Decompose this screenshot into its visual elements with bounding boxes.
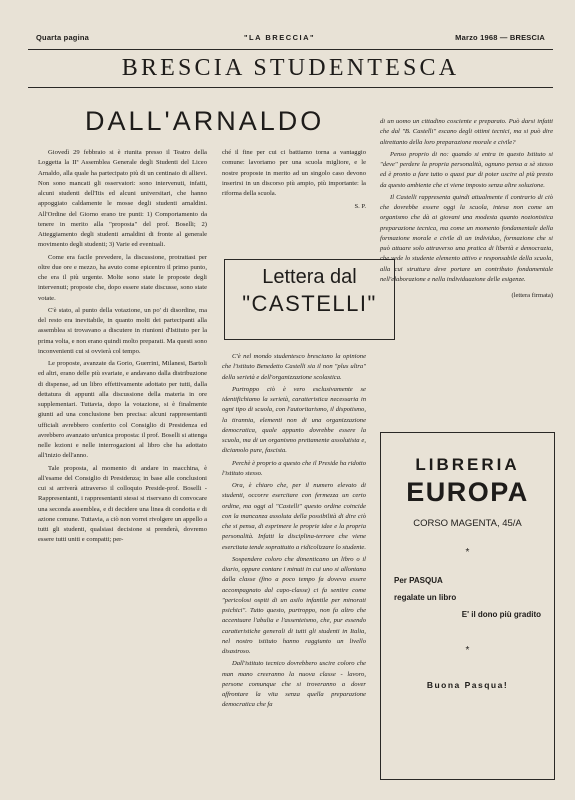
- arnaldo-paragraph: Le proposte, avanzate da Gorio, Guerrini, Milanesi, Bartoli ed altri, erano delle più svariate, e andavano dalla distribuzione di dispense, ad un libro effettivamente adottato per tutti, dalla dettatura di appunti alla discussione della materia in ore supplementari. Tuttavia, dopo la votazione, si è finalmente giunti ad una conclusione ben precisa: alcuni rappresentanti ufficiali avrebbero conferito col Consiglio di Presidenza ed avrebbero avanzato un'unica proposta: il prof. Boselli si attenga nelle lezioni e nelle interrogazioni al libro che ha adottato all'inizio dell'anno.: [38, 360, 207, 460]
- bookshop-advertisement: [380, 432, 555, 780]
- star-ornament-icon: *: [465, 547, 470, 558]
- page-label: Quarta pagina: [36, 33, 90, 42]
- letter-paragraph: di un uomo un cittadino cosciente e preparato. Può darsi infatti che dal "B. Castelli" escano degli ottimi tecnici, ma si può dire altrettanto della loro preparazione morale e civile?: [380, 118, 553, 146]
- star-ornament-icon: *: [465, 645, 470, 656]
- arnaldo-paragraph: C'è stato, al punto della votazione, un po' di disordine, ma del resto era inevitabile, in quanto molti dei partecipanti alla assemblea si trovavano a discutere in riunioni d'Istituto per la prima volta, e non erano quindi molto preparati. Ma questi sono inconvenienti cui si ovvierà col tempo.: [38, 306, 207, 355]
- masthead-rule-bottom: [28, 87, 553, 88]
- letter-paragraph: Purtroppo ciò è vero esclusivamente se identifichiamo la serietà, caratteristica necessaria in ogni tipo di scuola, con l'autoritarismo, il dispotismo, la tirannia, elementi non di una organizzazione democratica, quale appunto dovrebbe essere la scuola, ma di un organismo prettamente assolutista e, diciamolo pure, fascista.: [222, 385, 366, 455]
- ad-greeting: Buona Pasqua!: [426, 680, 509, 690]
- arnaldo-signature: S. P.: [354, 203, 366, 211]
- arnaldo-paragraph: Come era facile prevedere, la discussione, protrattasi per oltre due ore e mezzo, ha avuto come epicentro il primo punto, che era il più urgente. Molte sono state le proposte degli intervenuti; proposte che, dopo essere state discusse, sono state votate.: [38, 253, 207, 302]
- letter-column-3: [380, 117, 553, 301]
- letter-paragraph: Sospendere coloro che dimenticano un libro o il diario, oppure contare i minuti in cui uno si allontana dalla classe (fino a poco tempo fa doveva essere accompagnato dal capo-classe) ci fa sentire come "pericolosi ospiti di un asilo infantile per minorati psichici". Tutto questo, purtroppo, non fa altro che accentuare l'abulia e l'assenteismo, che, pur essendo caratteristiche generali di tutti gli studenti in Italia, nel nostro istituto hanno raggiunto un livello disastroso.: [222, 555, 366, 655]
- letter-paragraph: Dall'istituto tecnico dovrebbero uscire coloro che man mano creeranno la nuova classe - lavoro, persone comunque che si troveranno a dover affrontare la vita senza quella preparazione democratica che fa: [222, 660, 366, 709]
- ad-europa-text: EUROPA: [406, 477, 529, 507]
- ad-offer-line1: Per PASQUA: [394, 576, 443, 585]
- arnaldo-column-2: [222, 148, 366, 213]
- arnaldo-column-1: [38, 148, 207, 548]
- ad-address: CORSO MAGENTA, 45/A: [413, 518, 522, 529]
- letter-title-line1: Lettera dal: [262, 266, 357, 288]
- ad-offer-line3: E' il dono più gradito: [461, 610, 541, 619]
- arnaldo-paragraph: Tale proposta, al momento di andare in macchina, è all'esame del Consiglio di Presidenza; in base alle conclusioni cui si arriverà attraverso il colloquio Preside-prof. Boselli - Rappresentanti, i rappresentanti stessi si riservano di convocare una seconda assemblea, e di decidere una linea di condotta e di azione comune. Tuttavia, a ciò non vorrei rivolgere un appello a tutti gli studenti, qualsiasi decisione si prenderà, dovremo essere tutti uniti e compatti; per-: [38, 464, 207, 544]
- section-masthead: BRESCIA STUDENTESCA: [121, 55, 460, 81]
- publication-name: "LA BRECCIA": [244, 33, 316, 42]
- letter-paragraph: Ora, è chiaro che, per il numero elevato di studenti, occorre esercitare con fermezza un certo ordine, ma oggi al "Castelli" questo ordine coincide con la mancanza assoluta della possibilità di dire ciò che si pensa, di esprimere le proprie idee e la propria personalità. Infatti la disciplina-terrore che viene esercitata tende soprattutto a ridicolizzare lo studente.: [222, 482, 367, 551]
- ad-libreria-text: LIBRERIA: [415, 455, 520, 474]
- letter-title-line2: "CASTELLI": [242, 291, 377, 316]
- letter-headline-box: [224, 259, 395, 340]
- issue-date-place: Marzo 1968 — BRESCIA: [455, 33, 545, 42]
- masthead-rule-top: [28, 49, 553, 50]
- letter-paragraph: Perchè è proprio a questo che il Preside ha ridotto l'istituto stesso.: [222, 459, 366, 477]
- ad-offer-line2: regalate un libro: [394, 593, 457, 602]
- letter-signature: (lettera firmata): [511, 292, 553, 299]
- letter-column-2: [222, 352, 366, 713]
- arnaldo-paragraph: Giovedì 29 febbraio si è riunita presso il Teatro della Loggetta la IIª Assemblea Generale degli Studenti del Liceo Arnaldo, alla quale ha partecipato più di un centinaio di allievi. Non sono mancati gli osservatori: sono intervenuti, infatti, alcuni studenti dell'Itis ed alcuni universitari, che hanno appoggiato caldamente le mosse degli studenti arnaldini. All'Ordine del Giorno erano tre punti: 1) Comportamento da tenere in merito alla "proposta" del prof. Boselli; 2) Atteggiamento degli studenti arnaldini di fronte al generale movimento degli studenti; 3) Varie ed eventuali.: [38, 149, 207, 249]
- arnaldo-paragraph: ché il fine per cui ci battiamo torna a vantaggio comune: lavoriamo per una scuola migliore, e le nostre proposte in merito ad un singolo caso devono inserirsi in un discorso più ampio, più importante: la riforma della scuola.: [222, 149, 366, 197]
- letter-paragraph: Il Castelli rappresenta quindi attualmente il contrario di ciò che dovrebbe essere oggi la scuola, intesa non come un organismo che dà ai giovani una modesta quanto nozionistica preparazione tecnica, ma come un momento fondamentale della formazione morale e civile di un individuo, formazione che si può attuare solo attraverso una pratica di libertà e democrazia, che vede lo studente elemento attivo e responsabile della scuola, alla cui struttura deve portare un contributo fondamentale nell'elaborazione e nella individuazione delle esigenze.: [380, 193, 553, 283]
- article-title-arnaldo: DALL'ARNALDO: [85, 106, 325, 136]
- letter-paragraph: Penso proprio di no: quando si entra in questo Istituto si "deve" perdere la propria personalità, ognuno pensa a sè stesso ed è pronto a fare tutto o quasi pur di poter uscire al più presto da questo ambiente che ci viene imposto senza altre soluzione.: [380, 150, 553, 189]
- letter-paragraph: C'è nel mondo studentesco bresciano la opinione che l'istituto Benedetto Castelli sia il non "plus ultra" della serietà e dell'organizzazione scolastica.: [222, 353, 366, 381]
